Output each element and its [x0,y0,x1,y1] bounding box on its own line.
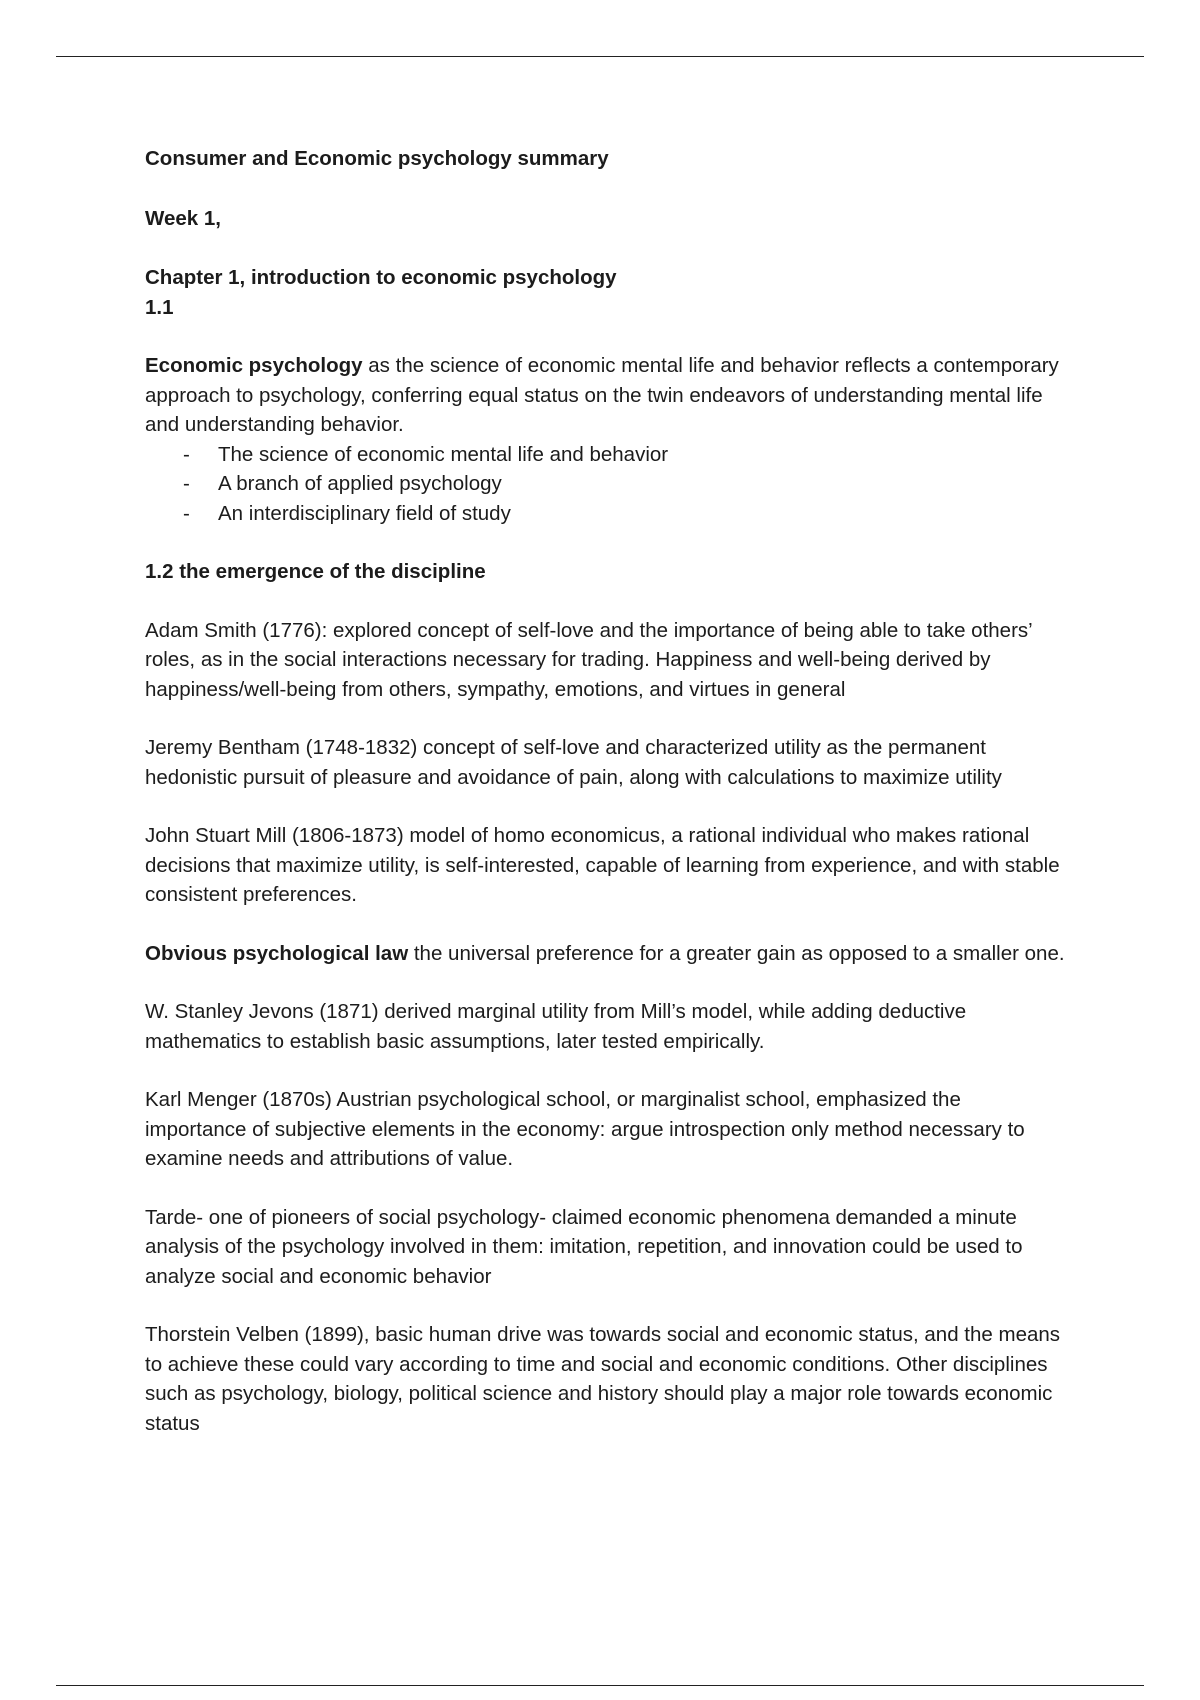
footer-rule [56,1685,1144,1686]
paragraph-veblen: Thorstein Velben (1899), basic human drive was towards social and economic status, and the means to achieve these could vary according to time and social and economic conditions. Other disciplines such as psychology, biology, political science and history should play a major role towards economic status [145,1323,1061,1435]
dash-bullet: - [183,472,190,495]
list-item [145,499,1065,529]
paragraph-tarde: Tarde- one of pioneers of social psychology- claimed economic phenomena demanded a minute analysis of the psychology involved in them: imitation, repetition, and innovation could be used to analyze social and economic behavior [145,1205,1023,1288]
paragraph-jevons: W. Stanley Jevons (1871) derived marginal utility from Mill’s model, while adding deductive mathematics to establish basic assumptions, later tested empirically. [145,1000,967,1053]
list-item-text: An interdisciplinary field of study [218,501,511,525]
paragraph-karl-menger: Karl Menger (1870s) Austrian psychological school, or marginalist school, emphasized the importance of subjective elements in the economy: argue introspection only method necessary to examine needs and attributions of value. [145,1088,1025,1170]
document-body [145,144,1065,1438]
dash-bullet: - [183,442,190,466]
obvious-law-text: the universal preference for a greater gain as opposed to a smaller one. [408,941,1065,965]
document-title: Consumer and Economic psychology summary [145,147,609,170]
definition-list [145,440,1065,529]
obvious-law-term: Obvious psychological law [145,941,409,965]
intro-text: as the science of economic mental life and behavior reflects a contemporary approach to psychology, conferring equal status on the twin endeavors of understanding mental life and understanding behavior. [145,354,1059,436]
week-heading: Week 1, [145,206,221,230]
paragraph-jeremy-bentham: Jeremy Bentham (1748-1832) concept of self-love and characterized utility as the permanent hedonistic pursuit of pleasure and avoidance of pain, along with calculations to maximize utility [145,736,1002,789]
list-item [145,469,1065,499]
dash-bullet: - [183,501,190,525]
list-item-text: A branch of applied psychology [218,472,502,495]
section-heading-1-2: 1.2 the emergence of the discipline [145,560,486,583]
list-item-text: The science of economic mental life and behavior [218,442,669,466]
paragraph-adam-smith: Adam Smith (1776): explored concept of self-love and the importance of being able to take others’ roles, as in the social interactions necessary for trading. Happiness and well-being derived by happiness/well-being from others, sympathy, emotions, and virtues in general [145,618,1032,701]
intro-paragraph [145,351,1065,440]
list-item [145,440,1065,470]
intro-term: Economic psychology [145,354,363,377]
paragraph-john-stuart-mill: John Stuart Mill (1806-1873) model of homo economicus, a rational individual who makes rational decisions that maximize utility, is self-interested, capable of learning from experience, and with stable consistent preferences. [145,824,1060,906]
chapter-heading: Chapter 1, introduction to economic psychology [145,266,617,289]
header-rule [56,56,1144,57]
section-number-1-1: 1.1 [145,295,174,319]
paragraph-obvious-law [145,939,1065,969]
